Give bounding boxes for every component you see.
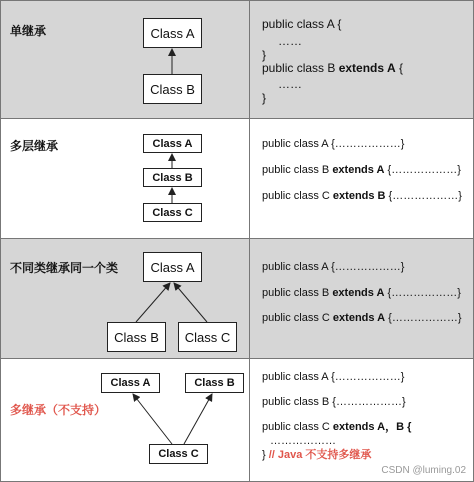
row-title-multiple: 多继承（不支持） [10, 403, 107, 417]
class-b-box: Class B [143, 168, 202, 187]
code-line: …… [278, 77, 302, 91]
column-divider [249, 0, 250, 482]
row-title-single: 单继承 [10, 24, 47, 38]
code-line: public class B {………………} [262, 396, 406, 408]
code-text: public class C [262, 190, 333, 202]
extends-keyword: extends A [332, 312, 386, 324]
extends-keyword: extends A [332, 164, 385, 176]
code-line: public class A {………………} [262, 261, 405, 273]
divider [0, 238, 474, 239]
class-a-box: Class A [143, 18, 202, 48]
code-line: ……………… [270, 435, 336, 447]
divider [0, 0, 474, 1]
class-b-box: Class B [143, 74, 202, 104]
code-line: public class A {………………} [262, 371, 405, 383]
class-c-box: Class C [178, 322, 237, 352]
class-c-box: Class C [149, 444, 208, 464]
code-line [262, 421, 411, 434]
code-text: public class C [262, 421, 333, 433]
row-title-multilevel: 多层继承 [10, 139, 59, 153]
code-text: public class B [262, 164, 333, 176]
code-line: } [262, 91, 267, 105]
watermark: CSDN @luming.02 [381, 465, 466, 476]
class-a-box: Class A [143, 252, 202, 282]
class-b-box: Class B [185, 373, 244, 393]
class-a-box: Class A [101, 373, 160, 393]
extends-keyword: extends A [338, 61, 396, 75]
class-a-box: Class A [143, 134, 202, 153]
code-text: {………………} [384, 287, 461, 299]
extends-keyword: extends B [332, 190, 386, 202]
class-c-box: Class C [143, 203, 202, 222]
code-line: } [262, 48, 267, 62]
code-text: {………………} [384, 164, 461, 176]
code-text: { [395, 61, 403, 75]
divider [0, 358, 474, 359]
code-text: {………………} [385, 190, 462, 202]
row-title-hierarchical: 不同类继承同一个类 [10, 261, 119, 275]
divider [0, 118, 474, 119]
code-line [262, 164, 461, 177]
code-line [262, 312, 462, 325]
code-text: public class B [262, 61, 339, 75]
code-line [262, 449, 371, 462]
code-line [262, 190, 462, 203]
code-line: public class A { [262, 17, 342, 31]
unsupported-comment: // Java 不支持多继承 [268, 449, 372, 461]
row-single-bg [0, 0, 474, 118]
divider [0, 0, 1, 482]
code-line [262, 287, 461, 300]
code-text: {………………} [385, 312, 462, 324]
extends-keyword: extends A [332, 287, 385, 299]
row-multilevel-bg [0, 118, 474, 238]
code-text: public class B [262, 287, 333, 299]
code-line [262, 62, 403, 75]
code-line: public class A {………………} [262, 138, 405, 150]
extends-keyword: extends A，B { [332, 421, 412, 433]
code-text: } [262, 449, 269, 461]
code-line: …… [278, 34, 302, 48]
class-b-box: Class B [107, 322, 166, 352]
code-text: public class C [262, 312, 333, 324]
